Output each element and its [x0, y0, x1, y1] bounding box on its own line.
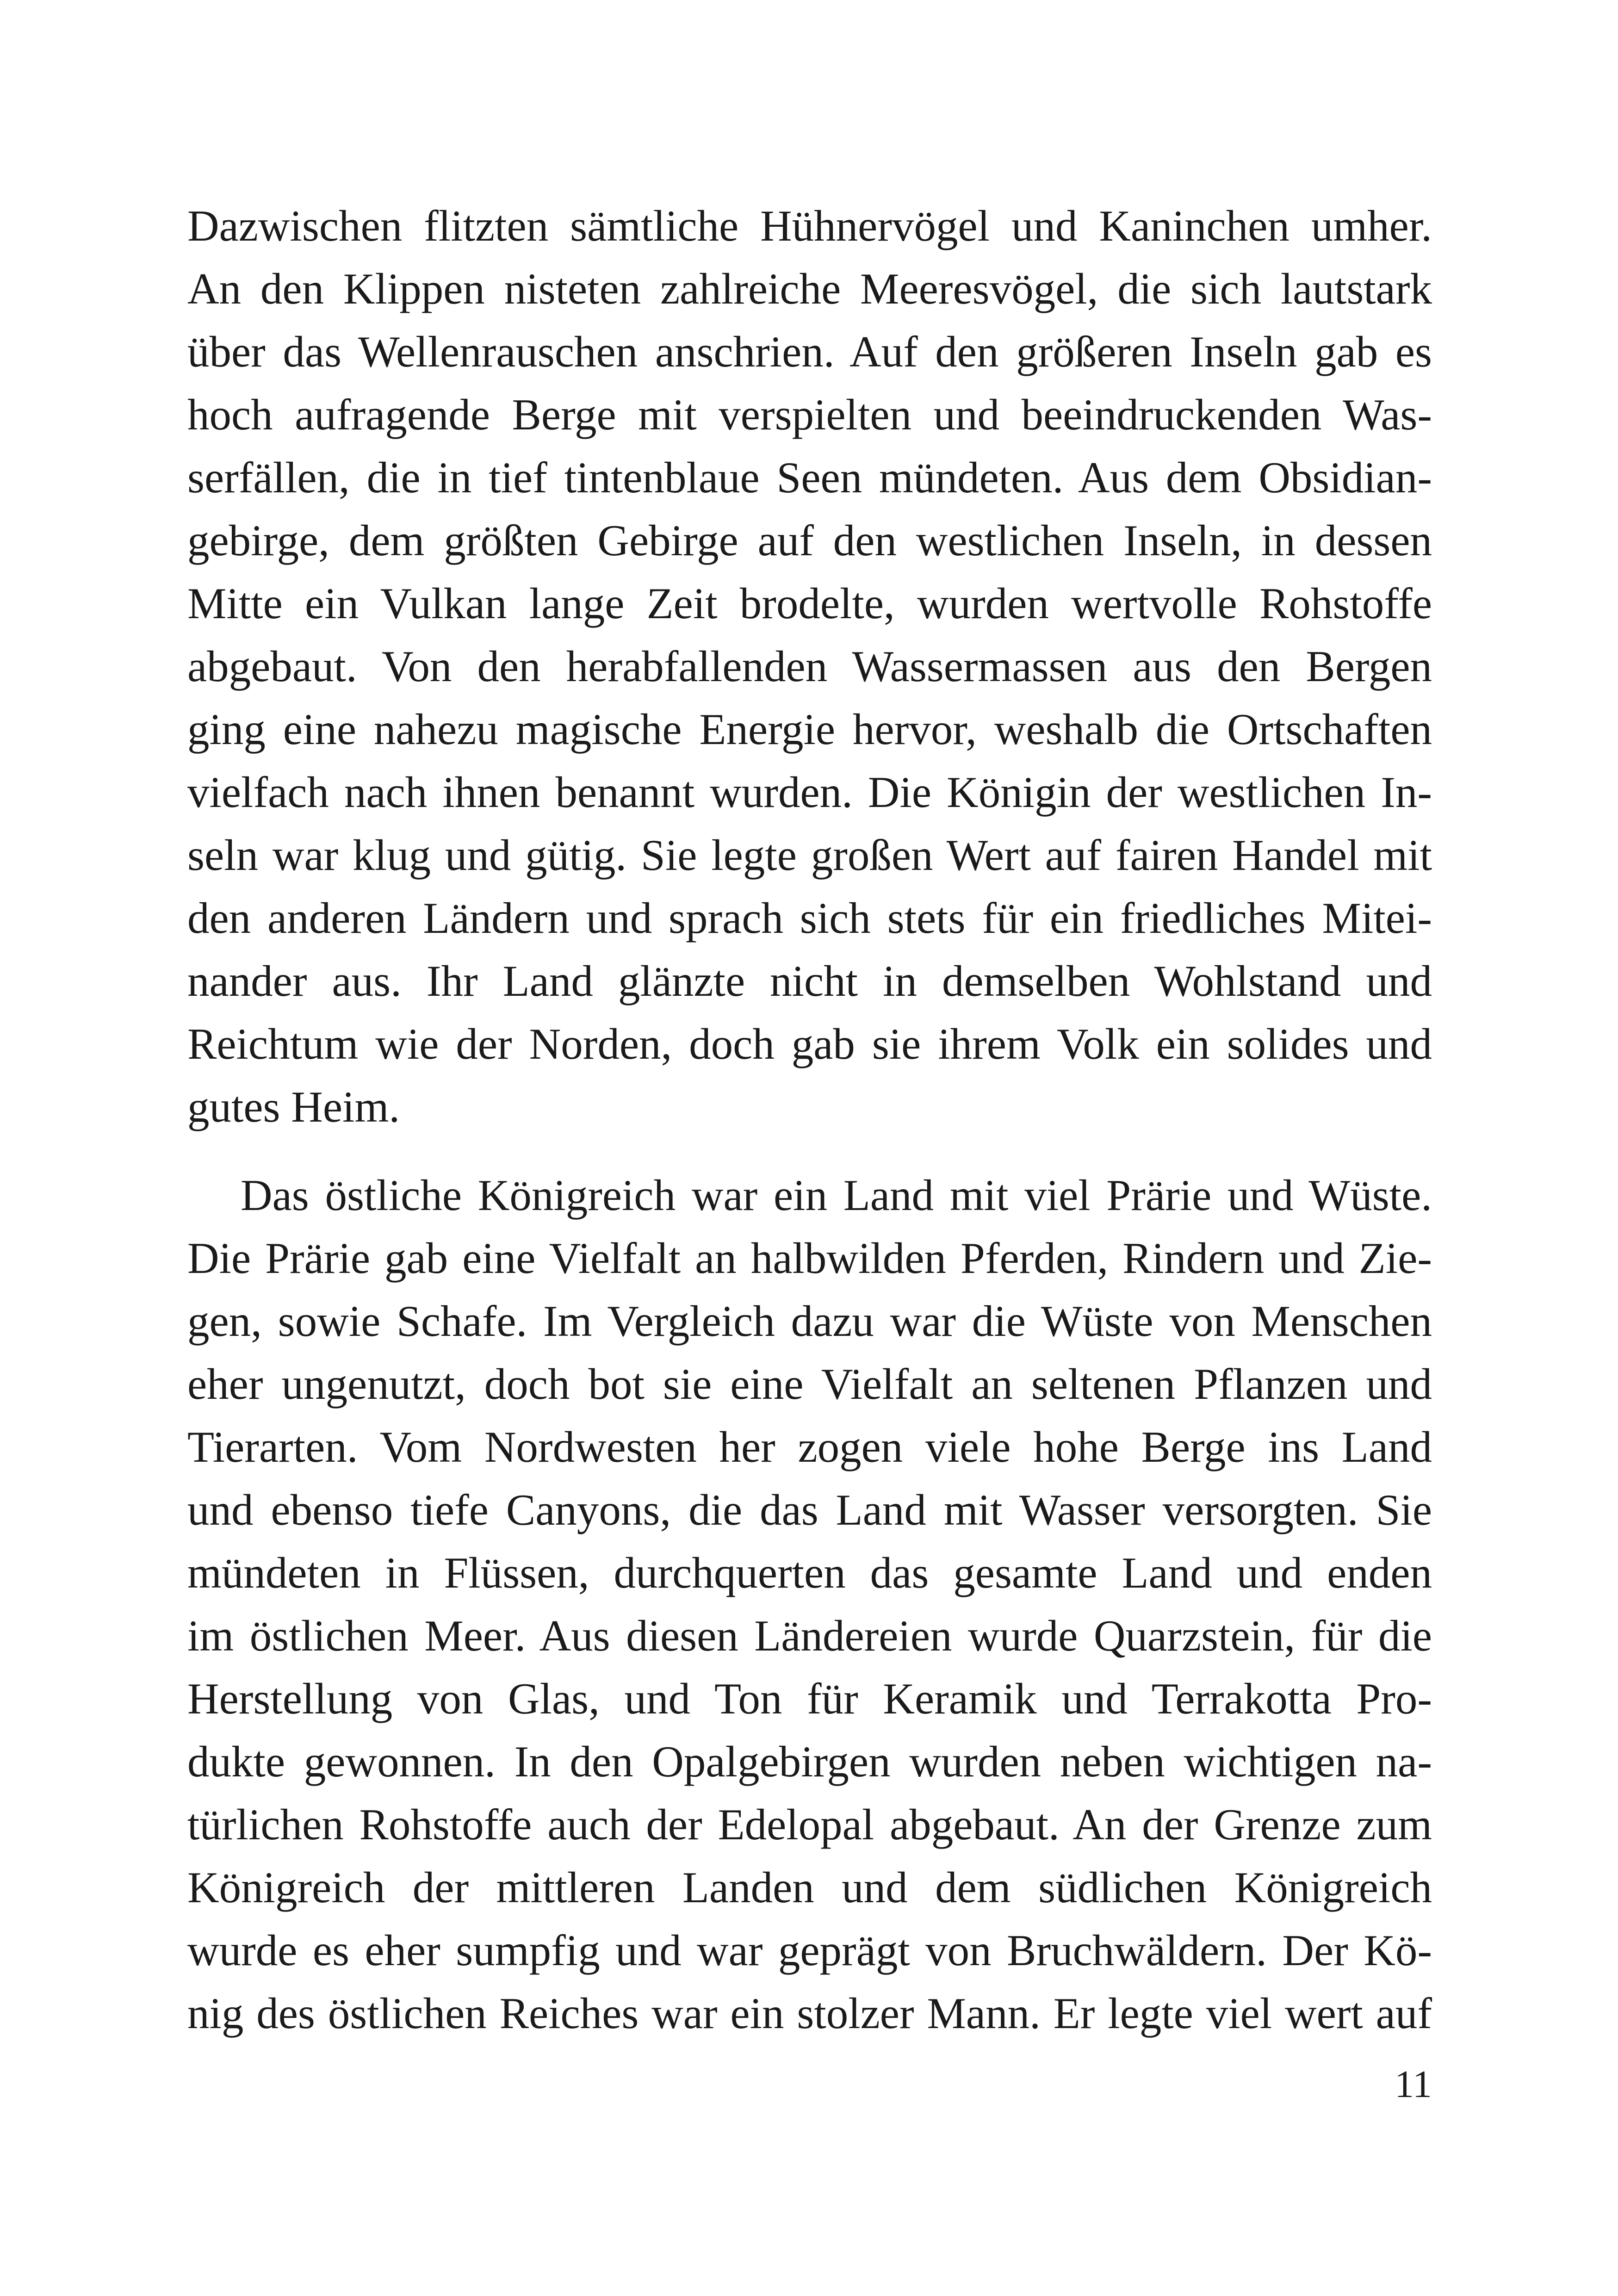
text-line: und ebenso tiefe Canyons, die das Land mit Wasser versorgten. Sie: [187, 1485, 1432, 1534]
text-line: gebirge, dem größten Gebirge auf den westlichen Inseln, in dessen: [187, 516, 1432, 565]
text-line: Königreich der mittleren Landen und dem südlichen Königreich: [187, 1863, 1432, 1912]
text-line: mündeten in Flüssen, durchquerten das gesamte Land und enden: [187, 1548, 1432, 1597]
text-line: Das östliche Königreich war ein Land mit viel Prärie und Wüste.: [241, 1171, 1432, 1220]
page-number: 11: [1395, 2063, 1432, 2106]
text-line: gutes Heim.: [187, 1082, 400, 1131]
text-line: nig des östlichen Reiches war ein stolzer Mann. Er legte viel wert auf: [187, 1989, 1432, 2038]
text-line: dukte gewonnen. In den Opalgebirgen wurden neben wichtigen na-: [187, 1737, 1432, 1786]
text-line: Reichtum wie der Norden, doch gab sie ihrem Volk ein solides und: [187, 1019, 1432, 1068]
text-line: Tierarten. Vom Nordwesten her zogen viele hohe Berge ins Land: [187, 1422, 1432, 1471]
text-line: Dazwischen flitzten sämtliche Hühnervögel und Kaninchen umher.: [187, 201, 1432, 250]
text-line: gen, sowie Schafe. Im Vergleich dazu war die Wüste von Menschen: [187, 1297, 1432, 1346]
text-line: ging eine nahezu magische Energie hervor, weshalb die Ortschaften: [187, 705, 1432, 754]
text-line: Die Prärie gab eine Vielfalt an halbwilden Pferden, Rindern und Zie-: [187, 1234, 1432, 1283]
text-line: eher ungenutzt, doch bot sie eine Vielfalt an seltenen Pflanzen und: [187, 1359, 1432, 1409]
text-line: vielfach nach ihnen benannt wurden. Die Königin der westlichen In-: [187, 768, 1432, 817]
text-line: Herstellung von Glas, und Ton für Keramik und Terrakotta Pro-: [187, 1674, 1432, 1723]
paragraph-2: [187, 1164, 1432, 2045]
text-line: abgebaut. Von den herabfallenden Wassermassen aus den Bergen: [187, 642, 1432, 691]
text-line: türlichen Rohstoffe auch der Edelopal abgebaut. An der Grenze zum: [187, 1800, 1432, 1849]
paragraph-1: [187, 194, 1432, 1138]
text-line: nander aus. Ihr Land glänzte nicht in demselben Wohlstand und: [187, 956, 1432, 1005]
text-line: serfällen, die in tief tintenblaue Seen mündeten. Aus dem Obsidian-: [187, 453, 1432, 502]
text-line: An den Klippen nisteten zahlreiche Meeresvögel, die sich lautstark: [187, 264, 1432, 313]
text-line: hoch aufragende Berge mit verspielten und beeindruckenden Was-: [187, 390, 1432, 439]
text-line: seln war klug und gütig. Sie legte großen Wert auf fairen Handel mit: [187, 831, 1432, 880]
body-text: [187, 194, 1432, 2045]
paragraph-gap: [187, 1138, 1432, 1164]
text-line: Mitte ein Vulkan lange Zeit brodelte, wurden wertvolle Rohstoffe: [187, 579, 1432, 628]
text-line: den anderen Ländern und sprach sich stets für ein friedliches Mitei-: [187, 894, 1432, 943]
text-line: wurde es eher sumpfig und war geprägt von Bruchwäldern. Der Kö-: [187, 1926, 1432, 1975]
text-line: über das Wellenrauschen anschrien. Auf den größeren Inseln gab es: [187, 327, 1432, 376]
text-line: im östlichen Meer. Aus diesen Ländereien wurde Quarzstein, für die: [187, 1611, 1432, 1660]
